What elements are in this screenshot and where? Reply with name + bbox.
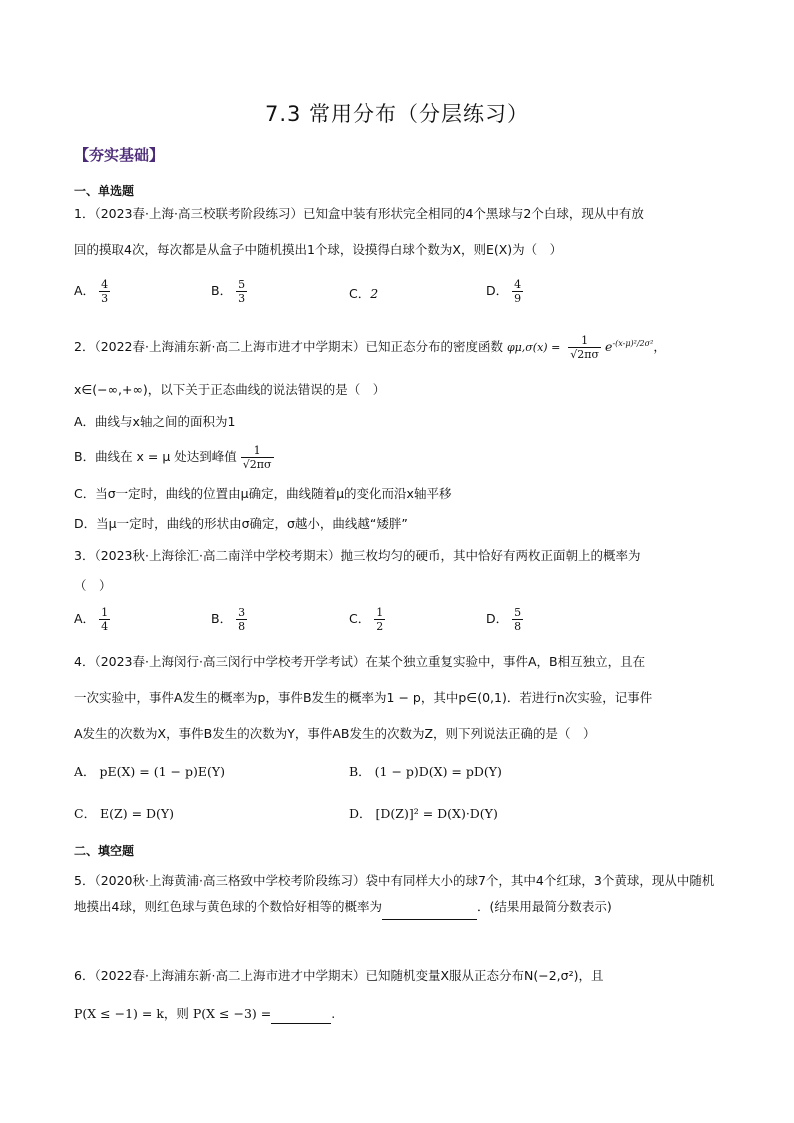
q4-line3: A发生的次数为X，事件B发生的次数为Y，事件AB发生的次数为Z，则下列说法正确的是（ ）: [74, 726, 596, 741]
q1-option-b: B． $\frac{5}{3}$: [211, 278, 246, 305]
q6-line2: P(X ≤ −1) = k，则 P(X ≤ −3) = .: [74, 1004, 335, 1024]
q2-option-b: B．曲线在 x = μ 处达到峰值 $\frac{1}{√2\pi\sigma}$: [74, 444, 272, 471]
q5-answer-blank[interactable]: [382, 905, 477, 920]
q5-text: 5．（2020秋·上海黄浦·高三格致中学校考阶段练习）袋中有同样大小的球7个，其中4个红球，3个黄球，现从中随机地摸出4球，则红色球与黄色球的个数恰好相等的概率为 ．(结果用最简分数表示): [74, 868, 724, 920]
part-heading-single-choice: 一、单选题: [74, 184, 135, 198]
page-title: 7.3 常用分布（分层练习）: [264, 102, 530, 126]
q3-line1: 3．（2023秋·上海徐汇·高二南洋中学校考期末）抛三枚均匀的硬币，其中恰好有两枚正面朝上的概率为: [74, 548, 641, 563]
q1-option-d: D． $\frac{4}{9}$: [486, 278, 522, 305]
q4-line2: 一次实验中，事件A发生的概率为p，事件B发生的概率为1 − p，其中p∈(0,1)．若进行n次实验，记事件: [74, 690, 653, 705]
q2-line1: 2．（2022春·上海浦东新·高二上海市进才中学期末）已知正态分布的密度函数 φμ,σ(x) = $\frac{1}{√2\pi\sigma}$ $e^{-(x-\mu)^2/2\sigma^2}$，: [74, 334, 666, 362]
q1-line2: 回的摸取4次，每次都是从盒子中随机摸出1个球，设摸得白球个数为X，则E(X)为（ ）: [74, 242, 563, 257]
q2-option-c: C．当σ一定时，曲线的位置由μ确定，曲线随着μ的变化而沿x轴平移: [74, 486, 452, 501]
section-label: 【夯实基础】: [74, 146, 165, 164]
q4-line1: 4．（2023春·上海闵行·高三闵行中学校考开学考试）在某个独立重复实验中，事件A，B相互独立，且在: [74, 654, 646, 669]
q6-line1: 6．（2022春·上海浦东新·高二上海市进才中学期末）已知随机变量X服从正态分布N(−2,σ²)，且: [74, 968, 604, 983]
q2-line2: x∈(−∞,+∞)，以下关于正态曲线的说法错误的是（ ）: [74, 382, 386, 397]
q2-option-a: A．曲线与x轴之间的面积为1: [74, 414, 236, 429]
q3-line2: （ ）: [74, 578, 112, 593]
q4-option-b: B． (1 − p)D(X) = pD(Y): [349, 764, 502, 779]
q1-line1: 1．（2023春·上海·高三校联考阶段练习）已知盒中装有形状完全相同的4个黑球与2个白球，现从中有放: [74, 206, 644, 221]
q3-option-d: D． $\frac{5}{8}$: [486, 606, 522, 633]
q4-option-a: A． pE(X) = (1 − p)E(Y): [74, 764, 225, 779]
q4-option-c: C． E(Z) = D(Y): [74, 806, 175, 821]
q1-option-c: C．2: [349, 286, 379, 301]
q6-answer-blank[interactable]: [271, 1009, 331, 1024]
q3-option-a: A． $\frac{1}{4}$: [74, 606, 109, 633]
q3-option-c: C． $\frac{1}{2}$: [349, 606, 384, 633]
q1-option-a: A． $\frac{4}{3}$: [74, 278, 109, 305]
q4-option-d: D． [D(Z)]² = D(X)·D(Y): [349, 806, 498, 821]
q2-option-d: D．当μ一定时，曲线的形状由σ确定，σ越小，曲线越“矮胖”: [74, 516, 408, 531]
part-heading-fill-blank: 二、填空题: [74, 844, 135, 858]
q3-option-b: B． $\frac{3}{8}$: [211, 606, 246, 633]
